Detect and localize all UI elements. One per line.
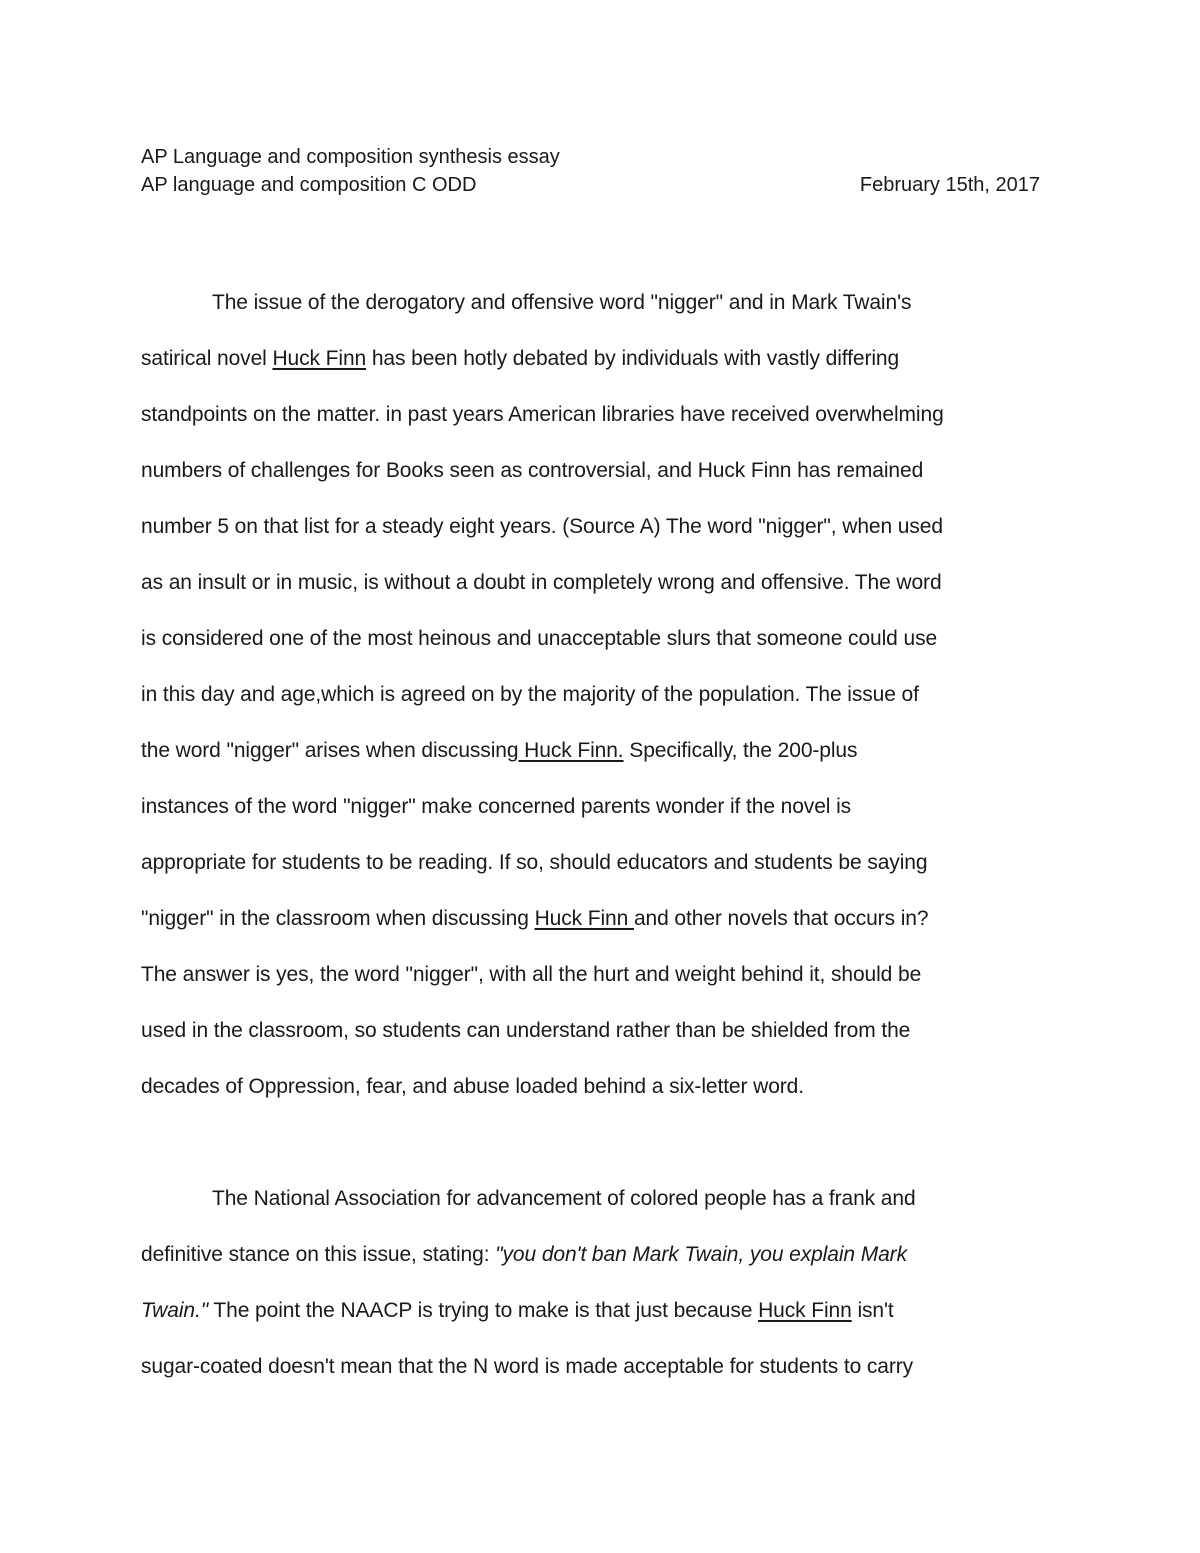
book-title: Huck Finn. xyxy=(518,739,624,762)
book-title: Huck Finn xyxy=(272,347,367,370)
naacp-quote-end: Twain." xyxy=(141,1299,209,1322)
text-line: is considered one of the most heinous and unacceptable slurs that someone could use xyxy=(141,627,938,650)
text-line: in this day and age,which is agreed on by the majority of the population. The issue of xyxy=(141,683,919,706)
text-line: as an insult or in music, is without a doubt in completely wrong and offensive. The word xyxy=(141,571,942,594)
text-line: The issue of the derogatory and offensive word "nigger" and in Mark Twain's xyxy=(212,291,912,314)
text-line xyxy=(141,341,1061,397)
text-line: appropriate for students to be reading. If so, should educators and students be saying xyxy=(141,851,928,874)
text-line: decades of Oppression, fear, and abuse loaded behind a six-letter word. xyxy=(141,1075,804,1098)
essay-body xyxy=(141,285,1061,1405)
text-span: Specifically, the 200-plus xyxy=(623,739,858,762)
text-line: numbers of challenges for Books seen as controversial, and Huck Finn has remained xyxy=(141,459,924,482)
text-line xyxy=(141,1237,1061,1293)
text-span: has been hotly debated by individuals with vastly differing xyxy=(366,347,900,370)
header-class-line xyxy=(141,171,1046,199)
header-title-line xyxy=(141,143,1046,171)
text-span: "nigger" in the classroom when discussing xyxy=(141,907,535,930)
text-line: standpoints on the matter. in past years American libraries have received overwhelming xyxy=(141,403,944,426)
text-line xyxy=(141,901,1061,957)
text-span: The point the NAACP is trying to make is that just because xyxy=(208,1299,759,1322)
text-span: the word "nigger" arises when discussing xyxy=(141,739,519,762)
text-line: used in the classroom, so students can understand rather than be shielded from the xyxy=(141,1019,911,1042)
book-title: Huck Finn xyxy=(534,907,634,930)
naacp-quote: "you don't ban Mark Twain, you explain Mark xyxy=(495,1243,907,1266)
class-name: AP language and composition C ODD xyxy=(141,174,477,196)
text-line xyxy=(141,1293,1061,1349)
text-line xyxy=(141,733,1061,789)
essay-date: February 15th, 2017 xyxy=(859,174,1040,196)
essay-title: AP Language and composition synthesis essay xyxy=(141,146,560,168)
text-span: and other novels that occurs in? xyxy=(633,907,929,930)
book-title: Huck Finn xyxy=(758,1299,852,1322)
text-span: isn't xyxy=(851,1299,894,1322)
text-line: The National Association for advancement of colored people has a frank and xyxy=(212,1187,916,1210)
text-span: definitive stance on this issue, stating: xyxy=(141,1243,496,1266)
essay-header xyxy=(141,143,1046,199)
paragraph-gap xyxy=(141,1125,1061,1181)
text-line: sugar-coated doesn't mean that the N word is made acceptable for students to carry xyxy=(141,1355,914,1378)
paragraph-1 xyxy=(141,285,1061,1125)
text-line: number 5 on that list for a steady eight years. (Source A) The word "nigger", when used xyxy=(141,515,943,538)
text-line: The answer is yes, the word "nigger", with all the hurt and weight behind it, should be xyxy=(141,963,922,986)
paragraph-2 xyxy=(141,1181,1061,1405)
text-span: satirical novel xyxy=(141,347,273,370)
text-line: instances of the word "nigger" make concerned parents wonder if the novel is xyxy=(141,795,852,818)
